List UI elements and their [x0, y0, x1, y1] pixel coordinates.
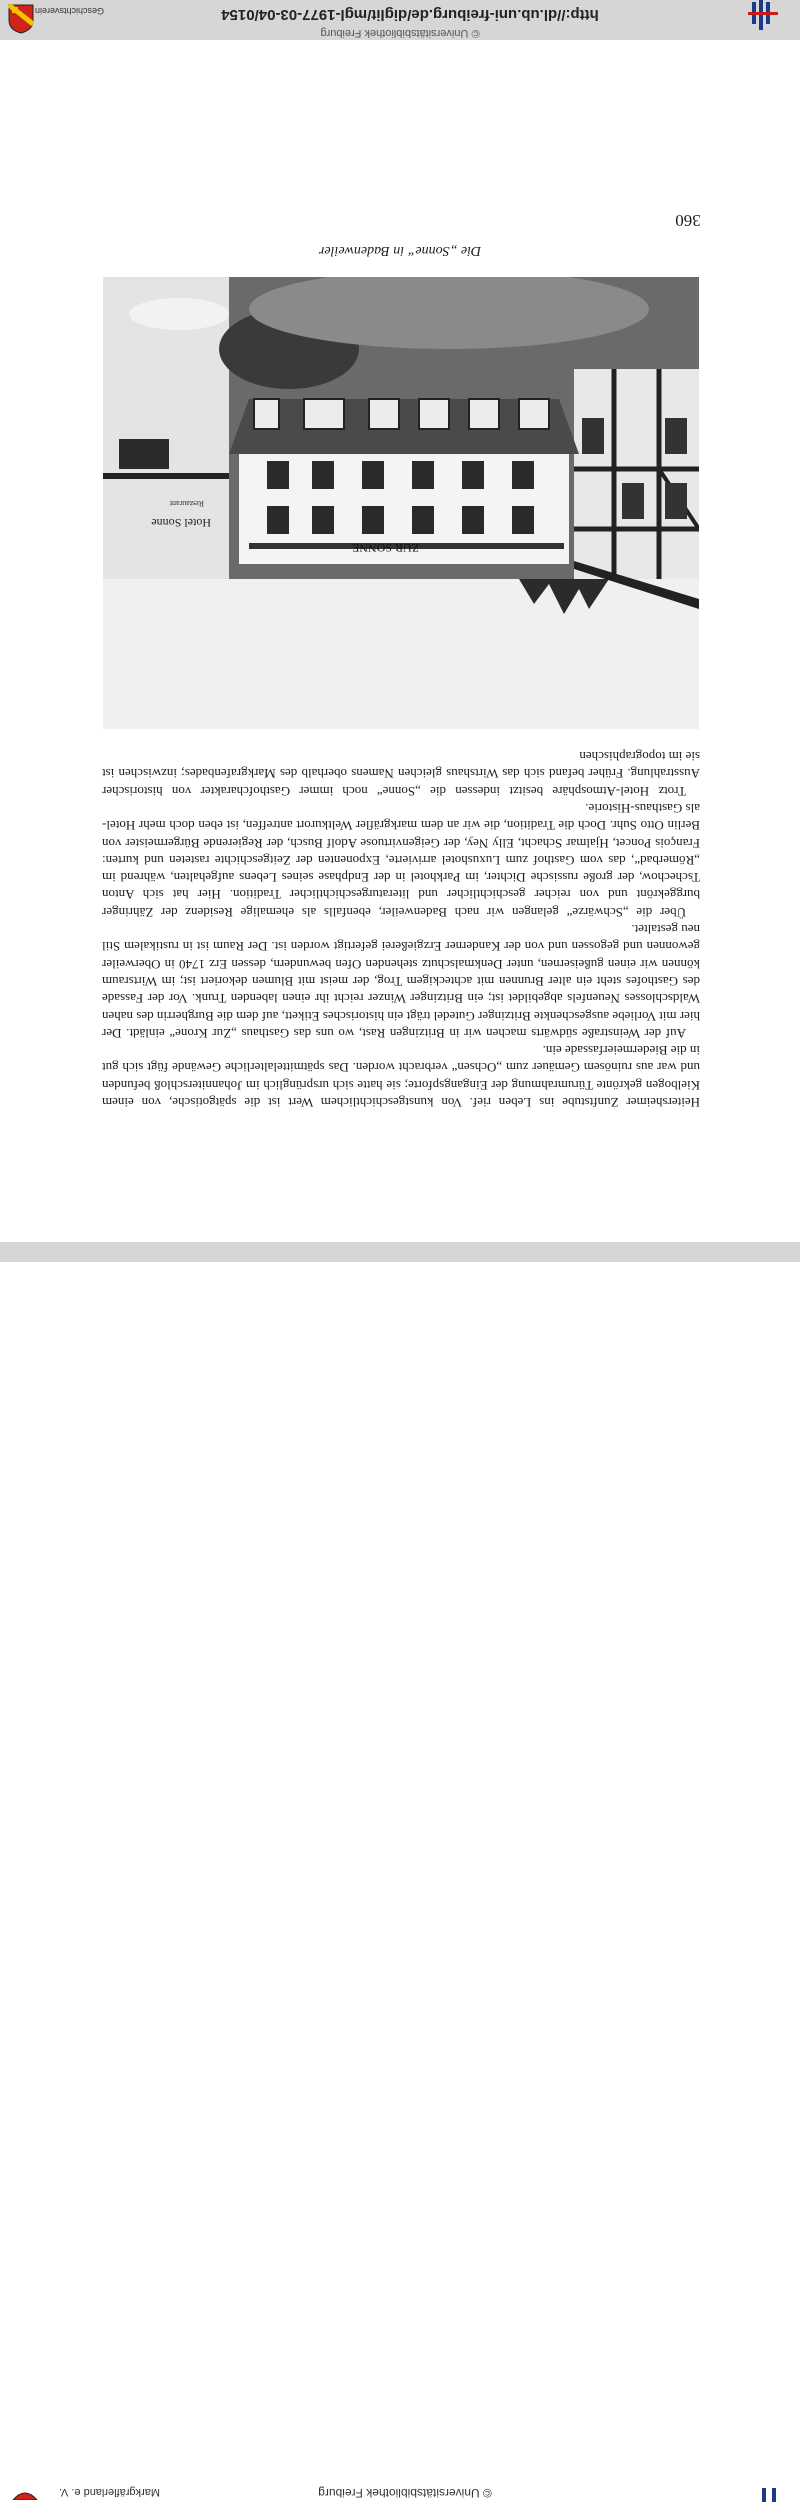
ub-logo-small-icon: [758, 2486, 780, 2502]
bottom-left-label: Markgräflerland e. V.: [58, 2486, 160, 2498]
article-body: [102, 748, 700, 1111]
paragraph-3: Über die „Schwärze“ gelangen wir nach Badenweiler, ebenfalls als ehemalige Residenz der Zähringer burggekrönt und von reicher geschichtlicher und literaturgeschichtlicher Tradition. Hier hat sich Anton Tschechow, der große russische Dichter, im Parkhotel in der Endphase seines Lebens aufgehalten, während im „Römerbad“, das vom Gasthof zum Luxushotel arrivierte, Exponenten der Zeitgeschichte rasteten und kurten: François Poncet, Hjalmar Schacht, Elly Ney, der Geigenvirtuose Adolf Busch, der Regierende Bürgermeister von Berlin Otto Suhr. Doch die Tradition, die wir an dem markgräfler Weltkurort antreffen, ist eben doch mehr Hotel- als Gasthaus-Historie.: [102, 801, 700, 920]
photo-illustration: [103, 277, 699, 729]
viewer-top-bar: [0, 0, 800, 40]
viewer-bottom-bar: [0, 1242, 800, 2500]
photo-sign-large: ZUR SONNE: [351, 541, 419, 555]
photo-caption: Die „Sonne“ in Badenweiler: [318, 243, 482, 258]
ub-freiburg-logo-icon: [748, 0, 778, 36]
page-number: 360: [675, 211, 701, 230]
paragraph-4: Trotz Hotel-Atmosphäre besitzt indessen die „Sonne“ noch immer Gasthofcharakter von historischer Ausstrahlung. Früher befand sich das Wirtshaus gleichen Namens oberhalb des Markgrafenbades; inzwischen ist sie im topographischen: [102, 749, 700, 799]
markgraeflerland-logo-icon: [10, 2486, 40, 2500]
paragraph-1: Heitersheimer Zunftstube ins Leben rief. Von kunstgeschichtlichem Wert ist die spätgotische, von einem Kielbogen gekrönte Türumrahmung der Eingangspforte; sie hatte sich ursprünglich im Johanniterschloß befunden und war aus ruinösem Gemäuer zum „Ochsen“ verbracht worden. Das spätmittelalterliche Gewände fügt sich gut in die Biedermeierfassade ein.: [102, 1043, 700, 1111]
logo-caption: Geschichtsverein: [34, 6, 104, 16]
photo-hotel-sonne: [103, 277, 699, 729]
geschichtsverein-logo-icon: [8, 4, 34, 34]
paragraph-2: Auf der Weinstraße südwärts machen wir in Britzingen Rast, wo uns das Gasthaus „Zur Krone“ einlädt. Der hier mit Vorliebe ausgeschenkte Britzinger Gutedel trägt ein historisches Etikett, auf dem die Burgherrin des nahen Waldschlosses Neuenfels abgebildet ist; ein Britzinger Winzer reicht ihr einen labenden Trunk. Vor der Fassade des Gasthofes steht ein alter Brunnen mit achteckigem Trog, der meist mit Blumen dekoriert ist; im Wirtsraum können wir einen gußeisernen, unter Denkmalschutz stehenden Ofen bewundern, dessen Erz 1740 in Oberweiler gewonnen und gegossen und von der Kanderner Erzgießerei gefertigt worden ist. Der Raum ist in rustikalem Stil neu gestaltet.: [102, 922, 700, 1042]
photo-sign-small: Restaurant: [169, 499, 204, 508]
scanned-page: [0, 40, 800, 1242]
photo-sign-hotel: Hotel Sonne: [151, 516, 211, 530]
copyright-link[interactable]: © Universitätsbibliothek Freiburg: [320, 27, 480, 39]
page-url-link[interactable]: http://dl.ub.uni-freiburg.de/diglit/mgl-1977-03-04/0154: [221, 6, 599, 23]
bottom-copyright: © Universitätsbibliothek Freiburg: [318, 2486, 492, 2500]
